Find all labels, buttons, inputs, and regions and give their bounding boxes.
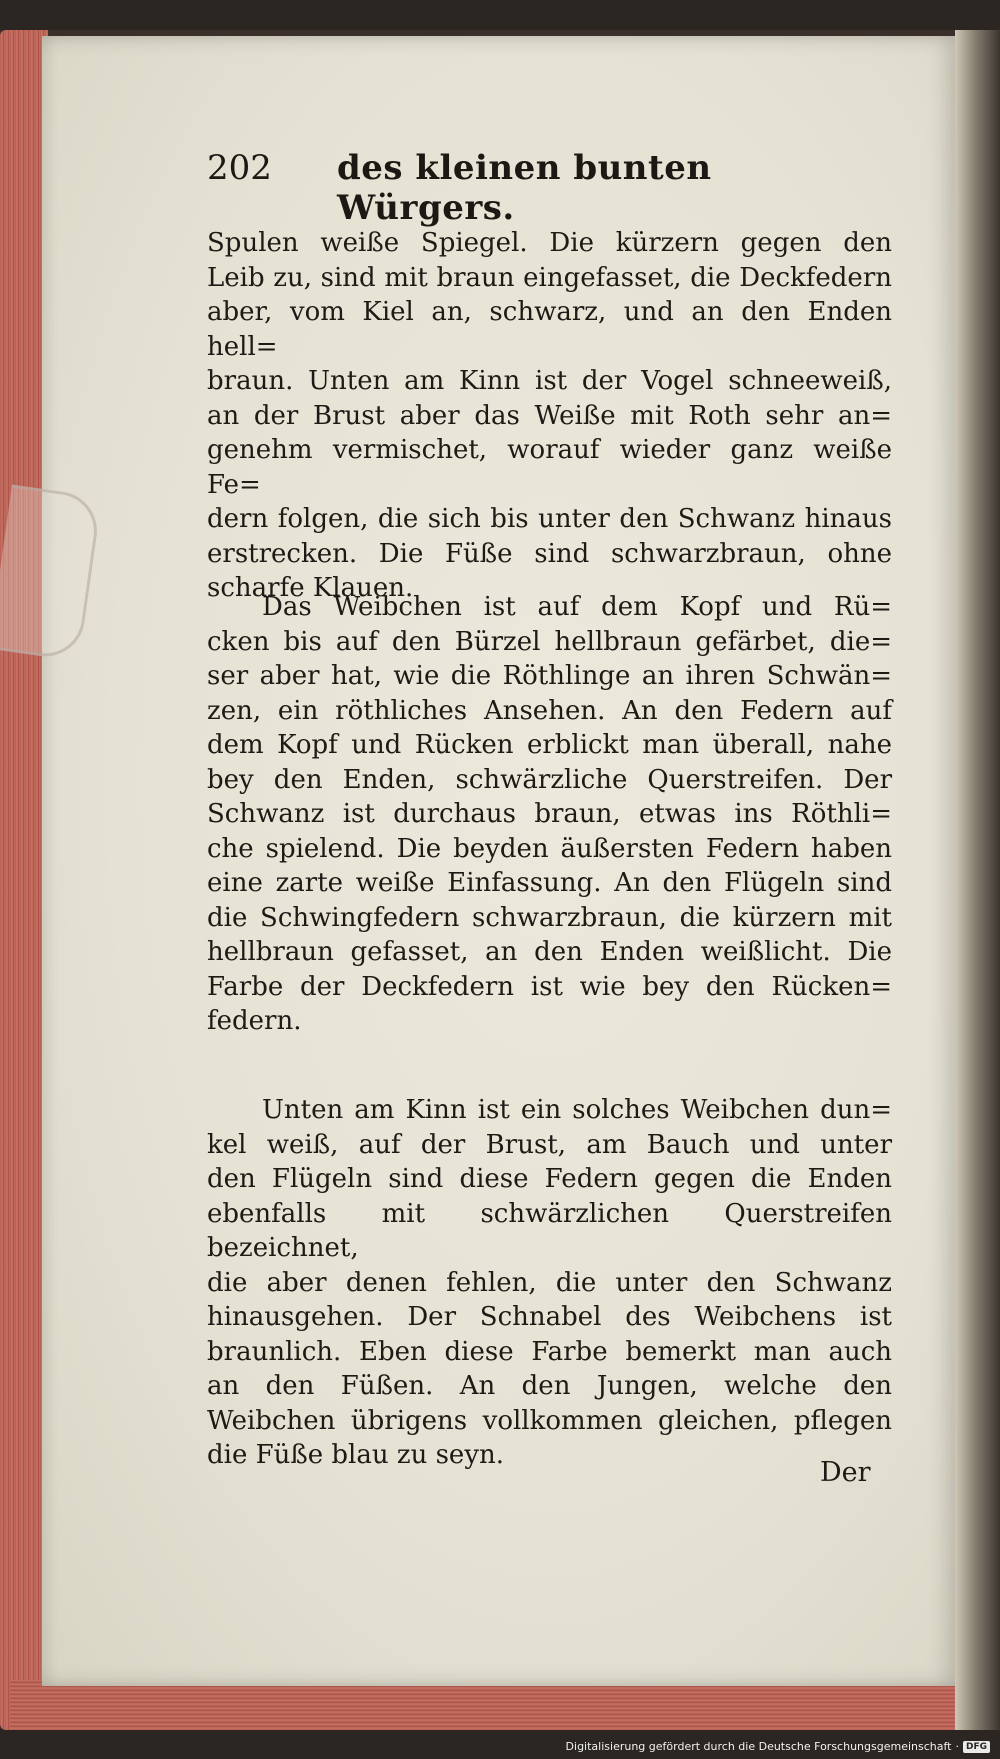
page-number: 202 <box>207 148 272 188</box>
text-line: kel weiß, auf der Brust, am Bauch und unter <box>207 1129 892 1160</box>
dfg-logo: DFG <box>963 1741 990 1753</box>
text-line: Weibchen übrigens vollkommen gleichen, pflegen <box>207 1405 892 1436</box>
text-line: Farbe der Deckfedern ist wie bey den Rücken= <box>207 971 892 1002</box>
page-edges-left <box>0 30 48 1730</box>
text-line: Schwanz ist durchaus braun, etwas ins Röthli= <box>207 799 892 829</box>
text-line: ser aber hat, wie die Röthlinge an ihren Schwän= <box>207 661 892 691</box>
text-line: braun. Unten am Kinn ist der Vogel schneeweiß, <box>207 366 892 396</box>
text-line: den Flügeln sind diese Federn gegen die Enden <box>207 1164 892 1194</box>
text-line: Unten am Kinn ist ein solches Weibchen dun= <box>262 1095 892 1125</box>
text-line: federn. <box>207 1006 302 1036</box>
text-line: hellbraun gefasset, an den Enden weißlicht. Die <box>207 937 892 967</box>
paragraph-2 <box>207 590 892 1039</box>
text-line: cken bis auf den Bürzel hellbraun gefärbet, die= <box>207 626 892 657</box>
paragraph-1 <box>207 226 892 606</box>
text-line: scharfe Klauen. <box>207 573 414 603</box>
text-line: genehm vermischet, worauf wieder ganz weiße Fe= <box>207 435 892 500</box>
text-line: Das Weibchen ist auf dem Kopf und Rü= <box>262 592 892 622</box>
text-line: Leib zu, sind mit braun eingefasset, die Deckfedern <box>207 262 892 293</box>
footer-credit: Digitalisierung gefördert durch die Deutsche Forschungsgemeinschaft <box>565 1740 952 1753</box>
text-line: an den Füßen. An den Jungen, welche den <box>207 1371 892 1401</box>
text-line: die Schwingfedern schwarzbraun, die kürzern mit <box>207 902 892 933</box>
book-gutter <box>955 30 1000 1730</box>
text-line: zen, ein röthliches Ansehen. An den Federn auf <box>207 695 892 726</box>
catchword: Der <box>820 1457 871 1488</box>
text-line: eine zarte weiße Einfassung. An den Flügeln sind <box>207 868 892 898</box>
page-header <box>207 148 767 228</box>
text-line: hinausgehen. Der Schnabel des Weibchens ist <box>207 1302 892 1332</box>
page-edges-bottom <box>10 1680 985 1730</box>
text-line: Spulen weiße Spiegel. Die kürzern gegen den <box>207 228 892 258</box>
digitization-footer: Digitalisierung gefördert durch die Deutsche Forschungsgemeinschaft · DFG <box>566 1740 990 1753</box>
text-line: die Füße blau zu seyn. <box>207 1440 505 1470</box>
text-line: che spielend. Die beyden äußersten Federn haben <box>207 833 892 864</box>
text-line: die aber denen fehlen, die unter den Schwanz <box>207 1267 892 1298</box>
text-line: an der Brust aber das Weiße mit Roth sehr an= <box>207 400 892 431</box>
text-line: erstrecken. Die Füße sind schwarzbraun, ohne <box>207 538 892 569</box>
text-line: ebenfalls mit schwärzlichen Querstreifen bezeichnet, <box>207 1198 892 1263</box>
running-title: des kleinen bunten Würgers. <box>337 148 712 228</box>
paragraph-3 <box>207 1093 892 1473</box>
text-line: bey den Enden, schwärzliche Querstreifen. Der <box>207 764 892 795</box>
text-line: dern folgen, die sich bis unter den Schwanz hinaus <box>207 504 892 534</box>
text-line: braunlich. Eben diese Farbe bemerkt man auch <box>207 1336 892 1367</box>
text-line: dem Kopf und Rücken erblickt man überall, nahe <box>207 730 892 760</box>
text-line: aber, vom Kiel an, schwarz, und an den Enden hell= <box>207 297 892 362</box>
